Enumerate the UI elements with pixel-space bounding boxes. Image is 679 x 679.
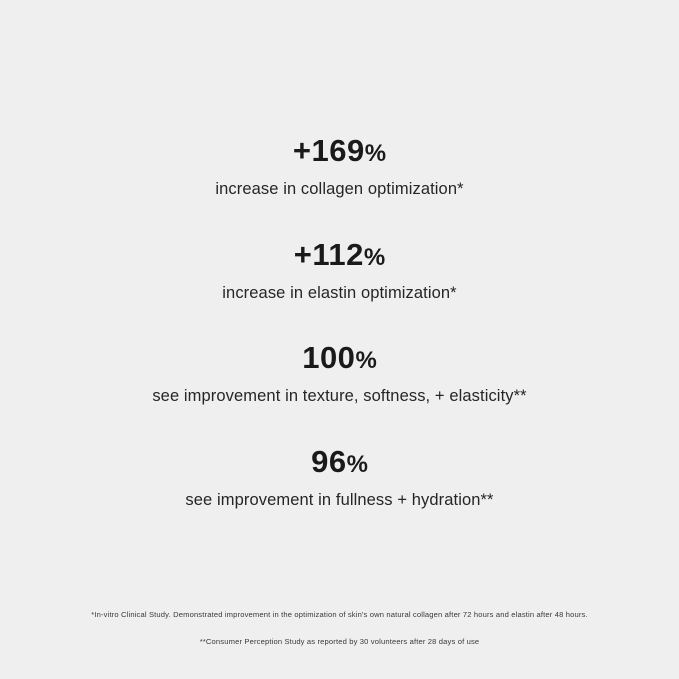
footnote-clinical-study: *In-vitro Clinical Study. Demonstrated improvement in the optimization of skin's own natural collagen after 72 hours and elastin after 48 hours. <box>91 609 588 619</box>
stat-value <box>311 443 368 480</box>
stat-value <box>293 132 386 169</box>
stat-item <box>0 339 679 408</box>
stats-list <box>0 132 679 512</box>
stat-unit: % <box>363 243 386 271</box>
stat-item <box>0 132 679 201</box>
stat-number: +112 <box>293 236 364 272</box>
stat-item <box>0 236 679 305</box>
stat-label: increase in elastin optimization* <box>222 283 457 302</box>
stat-number: 100 <box>302 340 356 376</box>
stat-unit: % <box>355 347 377 375</box>
footnote-consumer-study: **Consumer Perception Study as reported by 30 volunteers after 28 days of use <box>199 637 480 647</box>
footnotes <box>0 610 679 648</box>
stat-value <box>302 339 377 376</box>
stat-number: 96 <box>311 443 347 479</box>
stat-unit: % <box>346 450 368 478</box>
stat-label: see improvement in texture, softness, + elasticity** <box>152 387 527 406</box>
stat-unit: % <box>364 140 387 167</box>
stat-item <box>0 443 679 512</box>
stat-value <box>294 236 385 273</box>
stat-label: increase in collagen optimization* <box>215 180 464 199</box>
stat-number: +169 <box>292 133 365 168</box>
stat-label: see improvement in fullness + hydration** <box>185 491 494 510</box>
